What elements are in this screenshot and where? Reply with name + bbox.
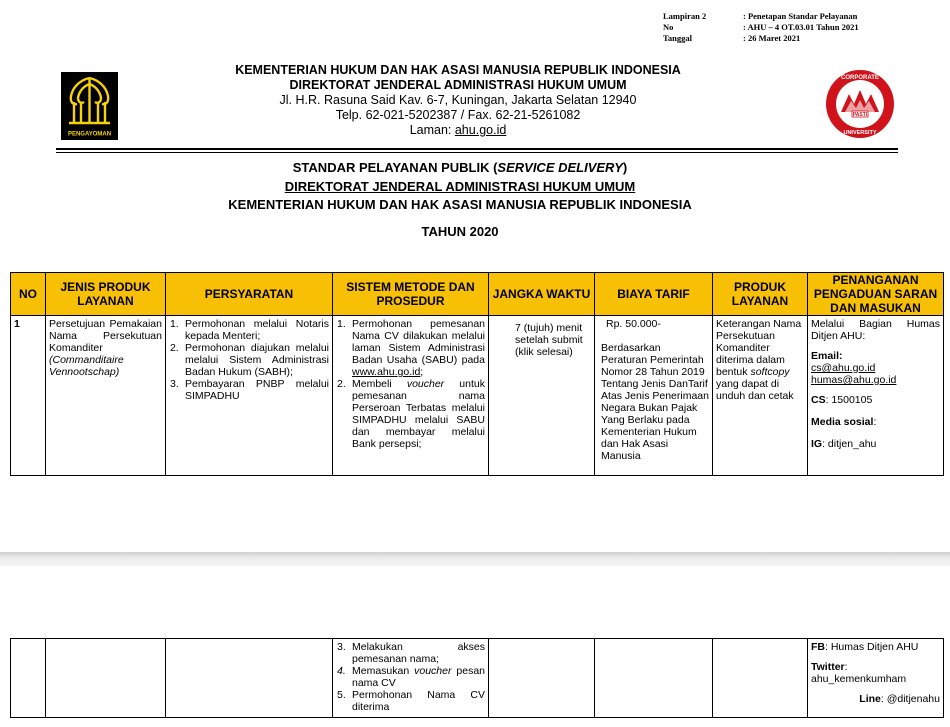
- biaya-basis: Berdasarkan Peraturan Pemerintah Nomor 28 Tahun 2019 Tentang Jenis DanTarif Atas Jenis Penerimaan Negara Bukan Pajak Yang Berlaku pada Kementerian Hukum dan Hak Asasi Manusia: [601, 342, 709, 462]
- ahu-website-link[interactable]: www.ahu.go.id: [352, 366, 421, 378]
- pengayoman-logo: [61, 72, 118, 140]
- cell-persyaratan: [166, 316, 333, 476]
- fb-line: FB: Humas Ditjen AHU: [811, 641, 919, 653]
- logo-corporate-text: CORPORATE: [841, 75, 879, 81]
- corporate-university-logo: [823, 68, 897, 140]
- jenis-produk-text: Persetujuan Pemakaian Nama Persekutuan Komanditer: [49, 318, 162, 354]
- service-standard-table: [10, 272, 944, 476]
- table-header-row: [11, 273, 944, 316]
- letterhead-ministry: KEMENTERIAN HUKUM DAN HAK ASASI MANUSIA REPUBLIK INDONESIA: [235, 63, 681, 77]
- list-item: 1. Permohonan pemesanan Nama CV dilakukan melalui laman Sistem Administrasi Badan Usaha (SABU) pada www.ahu.go.id;: [337, 318, 485, 378]
- header-sistem-metode: SISTEM METODE DAN PROSEDUR: [333, 273, 489, 316]
- lampiran-value: : 26 Maret 2021: [743, 33, 801, 43]
- pengayoman-logo-text: PENGAYOMAN: [67, 131, 112, 138]
- jenis-produk-italic: (Commanditaire Vennootschap): [49, 354, 124, 378]
- letterhead-directorate: DIREKTORAT JENDERAL ADMINISTRASI HUKUM UMUM: [289, 78, 627, 92]
- cell-biaya-tarif: [595, 316, 713, 476]
- header-persyaratan: PERSYARATAN: [166, 273, 333, 316]
- lampiran-value: : AHU – 4 OT.03.01 Tahun 2021: [743, 22, 859, 32]
- letterhead-website: [180, 123, 736, 138]
- medsos-line: Media sosial:: [811, 416, 877, 428]
- list-item: 4. Memasukan voucher pesan nama CV: [337, 665, 485, 689]
- document-title: [180, 159, 740, 241]
- title-line-1: STANDAR PELAYANAN PUBLIK (SERVICE DELIVERY): [292, 160, 628, 175]
- cell-no: 1: [11, 316, 46, 476]
- biaya-amount: Rp. 50.000-: [606, 318, 661, 330]
- page-break: [0, 552, 950, 566]
- lampiran-key: Lampiran 2: [663, 11, 707, 21]
- email-link-cs[interactable]: cs@ahu.go.id: [811, 362, 876, 374]
- list-item: 2. Permohonan diajukan melalui melalui Sistem Administrasi Badan Hukum (SABH);: [170, 342, 329, 378]
- letterhead-phone: Telp. 62-021-5202387 / Fax. 62-21-5261082: [335, 108, 581, 122]
- cell-pengaduan: [808, 639, 944, 718]
- pengaduan-intro: Melalui Bagian Humas Ditjen AHU:: [811, 318, 940, 342]
- cell-persyaratan: [166, 639, 333, 718]
- cell-sistem-prosedur: [333, 639, 489, 718]
- letterhead: [180, 63, 736, 138]
- cell-jenis-produk: [46, 639, 166, 718]
- website-link[interactable]: ahu.go.id: [454, 123, 507, 137]
- cell-pengaduan: [808, 316, 944, 476]
- title-line-3: KEMENTERIAN HUKUM DAN HAK ASASI MANUSIA REPUBLIK INDONESIA: [228, 197, 692, 212]
- header-no: NO: [11, 273, 46, 316]
- letterhead-address: Jl. H.R. Rasuna Said Kav. 6-7, Kuningan, Jakarta Selatan 12940: [279, 93, 637, 107]
- title-year: TAHUN 2020: [421, 223, 499, 239]
- list-item: 2. Membeli voucher untuk pemesanan nama Perseroan Terbatas melalui SIMPADHU melalui SABU dan membayar melalui Bank persepsi;: [337, 378, 485, 450]
- list-item: 3. Pembayaran PNBP melalui SIMPADHU: [170, 378, 329, 402]
- logo-pasti-text: PASTI: [852, 112, 868, 118]
- cell-produk-layanan: Keterangan Nama Persekutuan Komanditer diterima dalam bentuk softcopy yang dapat di unduh dan cetak: [713, 316, 808, 476]
- header-produk-layanan: PRODUK LAYANAN: [713, 273, 808, 316]
- cell-biaya-tarif: [595, 639, 713, 718]
- list-item: 5. Permohonan Nama CV diterima: [337, 689, 485, 713]
- lampiran-key: Tanggal: [663, 33, 692, 43]
- list-item: 1. Permohonan melalui Notaris kepada Menteri;: [170, 318, 329, 342]
- lampiran-block: [663, 11, 859, 44]
- header-jangka-waktu: JANGKA WAKTU: [489, 273, 595, 316]
- logo-university-text: UNIVERSITY: [843, 130, 877, 136]
- header-rule-thick: [56, 148, 898, 150]
- cell-sistem-prosedur: [333, 316, 489, 476]
- header-jenis-produk: JENIS PRODUK LAYANAN: [46, 273, 166, 316]
- email-link-humas[interactable]: humas@ahu.go.id: [811, 374, 897, 386]
- list-item: 3. Melakukan akses pemesanan nama;: [337, 641, 485, 665]
- header-rule-thin: [56, 152, 898, 153]
- table-row: [11, 639, 944, 718]
- cs-line: CS: 1500105: [811, 394, 873, 406]
- lampiran-value: : Penetapan Standar Pelayanan: [743, 11, 858, 21]
- header-pengaduan: PENANGANAN PENGADUAN SARAN DAN MASUKAN: [808, 273, 944, 316]
- cell-jangka-waktu: 7 (tujuh) menit setelah submit (klik selesai): [489, 316, 595, 476]
- cell-jenis-produk: [46, 316, 166, 476]
- email-label: Email:: [811, 350, 843, 362]
- lampiran-key: No: [663, 22, 674, 32]
- cell-no: [11, 639, 46, 718]
- title-line-2: DIREKTORAT JENDERAL ADMINISTRASI HUKUM UMUM: [284, 178, 636, 194]
- cell-produk-layanan: [713, 639, 808, 718]
- service-standard-table-continued: [10, 638, 944, 718]
- twitter-handle: ahu_kemenkumham: [811, 673, 907, 685]
- table-row: [11, 316, 944, 476]
- ig-line: IG: ditjen_ahu: [811, 438, 877, 450]
- line-line: Line: @ditjenahu: [859, 693, 940, 705]
- twitter-line: Twitter:: [811, 661, 848, 673]
- website-label: Laman:: [409, 123, 455, 137]
- header-biaya-tarif: BIAYA TARIF: [595, 273, 713, 316]
- cell-jangka-waktu: [489, 639, 595, 718]
